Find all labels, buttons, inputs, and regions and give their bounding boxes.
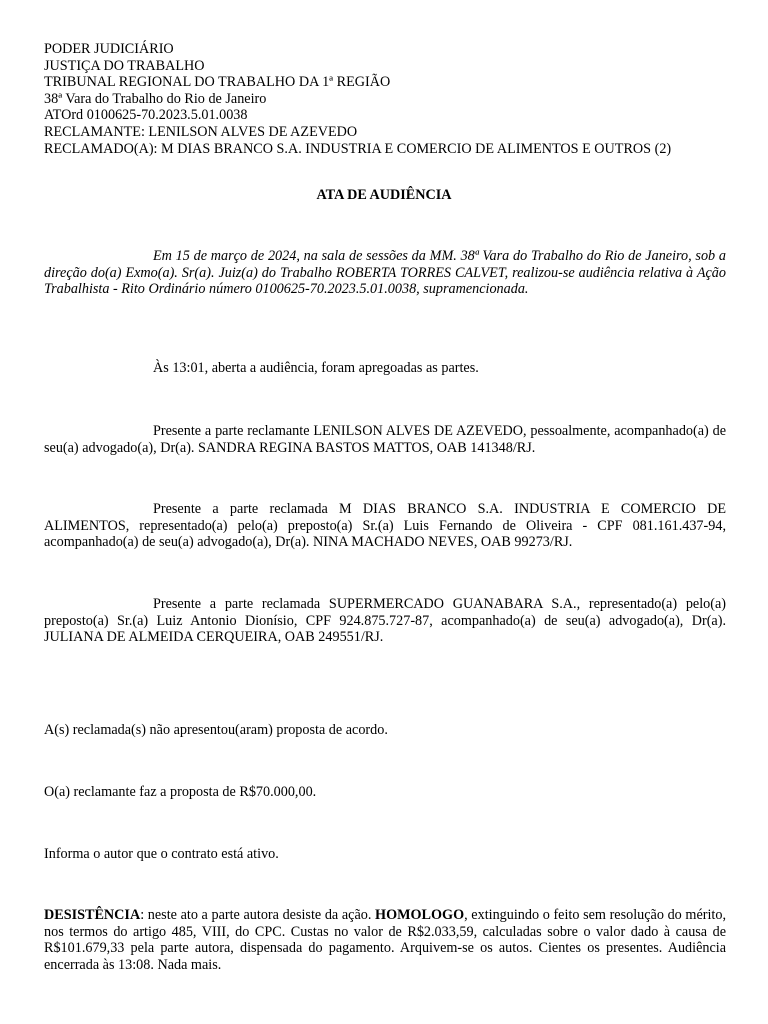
paragraph-opening: Em 15 de março de 2024, na sala de sessões da MM. 38ª Vara do Trabalho do Rio de Janeiro, sob a direção do(a) Exmo(a). Sr(a). Juiz(a) do Trabalho ROBERTA TORRES CALVET, realizou-se audiência relativa à Ação Trabalhista - Rito Ordinário número 0100625-70.2023.5.01.0038, supramencionada.	[44, 248, 726, 298]
header-line-poder-judiciario: PODER JUDICIÁRIO	[44, 41, 174, 57]
header-line-case-number: ATOrd 0100625-70.2023.5.01.0038	[44, 107, 248, 124]
header-line-reclamante: RECLAMANTE: LENILSON ALVES DE AZEVEDO	[44, 123, 358, 140]
paragraph-no-proposal: A(s) reclamada(s) não apresentou(aram) proposta de acordo.	[44, 722, 388, 738]
header-line-justica-do-trabalho: JUSTIÇA DO TRABALHO	[44, 57, 205, 74]
header-line-tribunal: TRIBUNAL REGIONAL DO TRABALHO DA 1ª REGIÃO	[44, 74, 391, 91]
paragraph-defendant-1: Presente a parte reclamada M DIAS BRANCO S.A. INDUSTRIA E COMERCIO DE ALIMENTOS, representado(a) pelo(a) preposto(a) Sr.(a) Luis Fernando de Oliveira - CPF 081.161.437-94, acompanhado(a) de seu(a) advogado(a), Dr(a). NINA MACHADO NEVES, OAB 99273/RJ.	[44, 501, 726, 551]
paragraph-contract: Informa o autor que o contrato está ativo.	[44, 846, 279, 862]
paragraph-proposal: O(a) reclamante faz a proposta de R$70.000,00.	[44, 784, 317, 800]
paragraph-defendant-2: Presente a parte reclamada SUPERMERCADO GUANABARA S.A., representado(a) pelo(a) preposto(a) Sr.(a) Luiz Antonio Dionísio, CPF 924.875.727-87, acompanhado(a) de seu(a) advogado(a), Dr(a). JULIANA DE ALMEIDA CERQUEIRA, OAB 249551/RJ.	[44, 596, 726, 646]
homologo-label: HOMOLOGO	[375, 907, 465, 923]
header-line-vara: 38ª Vara do Trabalho do Rio de Janeiro	[44, 90, 267, 107]
document-header	[44, 41, 724, 157]
withdrawal-label: DESISTÊNCIA	[44, 907, 141, 923]
paragraph-claimant: Presente a parte reclamante LENILSON ALVES DE AZEVEDO, pessoalmente, acompanhado(a) de seu(a) advogado(a), Dr(a). SANDRA REGINA BASTOS MATTOS, OAB 141348/RJ.	[44, 423, 726, 456]
header-line-reclamado: RECLAMADO(A): M DIAS BRANCO S.A. INDUSTRIA E COMERCIO DE ALIMENTOS E OUTROS (2)	[44, 140, 672, 157]
paragraph-withdrawal	[44, 907, 726, 973]
document-title: ATA DE AUDIÊNCIA	[316, 187, 452, 203]
paragraph-time: Às 13:01, aberta a audiência, foram apregoadas as partes.	[153, 360, 479, 376]
withdrawal-text-part-1: : neste ato a parte autora desiste da ação.	[140, 907, 376, 923]
withdrawal-text-part-2: , extinguindo o feito sem resolução do mérito, nos termos do artigo 485, VIII, do CPC. Custas no valor de R$2.033,59, calculadas sobre o valor dado à causa de R$101.679,33 pela parte autora, dispensada do pagamento. Arquivem-se os autos. Cientes os presentes. Audiência encerrada às 13:08. Nada mais.	[44, 907, 726, 973]
